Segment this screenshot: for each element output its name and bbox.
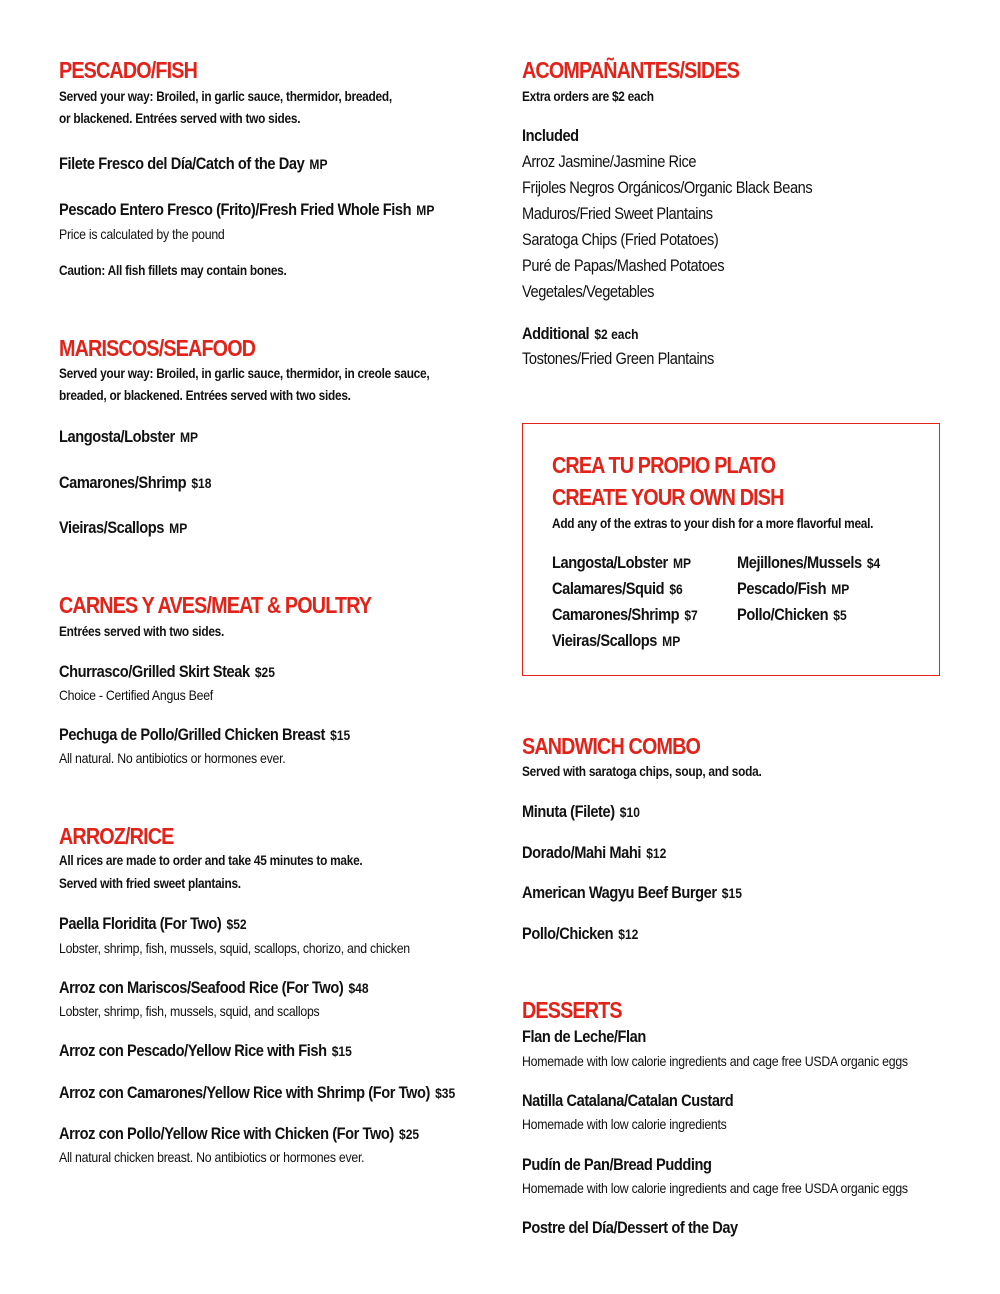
create-title-es: CREA TU PROPIO PLATO: [552, 452, 776, 478]
caution-note: Caution: All fish fillets may contain bones.: [59, 263, 287, 278]
additional-label-text: Additional: [522, 324, 590, 343]
sides-additional-label: [522, 323, 639, 345]
item-note: Homemade with low calorie ingredients and cage free USDA organic eggs: [522, 1180, 908, 1196]
item-price: $18: [191, 475, 212, 491]
item-price: $25: [254, 664, 275, 680]
item-note: Choice - Certified Angus Beef: [59, 687, 213, 703]
item-name: Postre del Día/Dessert of the Day: [522, 1218, 738, 1237]
item-name: Arroz con Pescado/Yellow Rice with Fish: [59, 1041, 327, 1060]
menu-item: [59, 517, 187, 539]
item-price: $5: [833, 607, 847, 623]
item-name: Pescado Entero Fresco (Frito)/Fresh Fried Whole Fish: [59, 200, 412, 219]
create-title-en: CREATE YOUR OWN DISH: [552, 484, 784, 510]
item-price: $6: [669, 581, 683, 597]
menu-item: [522, 842, 666, 864]
item-name: Pescado/Fish: [737, 579, 827, 598]
item-name: Pollo/Chicken: [737, 605, 829, 624]
item-name: Langosta/Lobster: [59, 427, 175, 446]
section-title-fish: PESCADO/FISH: [59, 57, 198, 83]
item-price: MP: [416, 202, 435, 218]
item-price: $15: [330, 727, 351, 743]
menu-item: [522, 801, 640, 823]
section-desc: Served with saratoga chips, soup, and soda.: [522, 764, 762, 779]
item-name: Dorado/Mahi Mahi: [522, 843, 642, 862]
item-note: Price is calculated by the pound: [59, 226, 225, 242]
menu-item: [59, 913, 247, 935]
item-price: MP: [831, 581, 850, 597]
section-title-seafood: MARISCOS/SEAFOOD: [59, 335, 256, 361]
side-item: Maduros/Fried Sweet Plantains: [522, 204, 713, 223]
item-price: $35: [435, 1085, 456, 1101]
extra-item: [552, 578, 683, 600]
item-name: Arroz con Pollo/Yellow Rice with Chicken (For Two): [59, 1124, 394, 1143]
menu-item: [522, 1217, 738, 1239]
item-note: All natural chicken breast. No antibiotics or hormones ever.: [59, 1149, 365, 1165]
section-title-sandwich: SANDWICH COMBO: [522, 733, 701, 759]
item-price: MP: [169, 520, 188, 536]
item-name: Calamares/Squid: [552, 579, 665, 598]
item-name: Langosta/Lobster: [552, 553, 668, 572]
menu-item: [59, 1123, 419, 1145]
item-name: Vieiras/Scallops: [552, 631, 658, 650]
item-name: Filete Fresco del Día/Catch of the Day: [59, 154, 305, 173]
menu-item: [59, 153, 327, 175]
extra-item: [552, 552, 691, 574]
item-name: Mejillones/Mussels: [737, 553, 862, 572]
section-desc: All rices are made to order and take 45 minutes to make.: [59, 853, 363, 868]
section-desc: Extra orders are $2 each: [522, 89, 654, 104]
item-price: $12: [646, 845, 667, 861]
item-note: Lobster, shrimp, fish, mussels, squid, and scallops: [59, 1003, 320, 1019]
menu-item: [59, 724, 350, 746]
item-note: Lobster, shrimp, fish, mussels, squid, scallops, chorizo, and chicken: [59, 940, 410, 956]
menu-item: [59, 1040, 352, 1062]
item-name: Pollo/Chicken: [522, 924, 614, 943]
item-name: Paella Floridita (For Two): [59, 914, 222, 933]
item-price: $12: [618, 926, 639, 942]
sides-included-label: Included: [522, 126, 579, 145]
menu-item: [59, 1082, 455, 1104]
section-title-meat: CARNES Y AVES/MEAT & POULTRY: [59, 592, 372, 618]
side-item: Arroz Jasmine/Jasmine Rice: [522, 152, 697, 171]
item-price: $48: [348, 980, 369, 996]
menu-item: [522, 1090, 733, 1112]
menu-item: [59, 977, 369, 999]
item-name: Arroz con Camarones/Yellow Rice with Shrimp (For Two): [59, 1083, 430, 1102]
section-desc: Served with fried sweet plantains.: [59, 876, 241, 891]
section-title-rice: ARROZ/RICE: [59, 823, 174, 849]
section-desc: or blackened. Entrées served with two sides.: [59, 111, 301, 126]
item-price: MP: [309, 156, 328, 172]
item-name: Pudín de Pan/Bread Pudding: [522, 1155, 712, 1174]
item-price: $7: [684, 607, 698, 623]
section-desc: breaded, or blackened. Entrées served with two sides.: [59, 388, 351, 403]
item-name: Vieiras/Scallops: [59, 518, 165, 537]
item-price: MP: [672, 555, 691, 571]
menu-item: [522, 1154, 711, 1176]
extra-item: [737, 578, 849, 600]
item-name: Natilla Catalana/Catalan Custard: [522, 1091, 734, 1110]
section-desc: Served your way: Broiled, in garlic sauce, thermidor, breaded,: [59, 89, 392, 104]
side-item: Frijoles Negros Orgánicos/Organic Black Beans: [522, 178, 813, 197]
item-price: MP: [662, 633, 681, 649]
section-desc: Served your way: Broiled, in garlic sauce, thermidor, in creole sauce,: [59, 366, 430, 381]
item-name: Minuta (Filete): [522, 802, 615, 821]
item-note: Homemade with low calorie ingredients: [522, 1116, 727, 1132]
side-item: Saratoga Chips (Fried Potatoes): [522, 230, 719, 249]
item-name: Churrasco/Grilled Skirt Steak: [59, 662, 250, 681]
additional-price: $2 each: [594, 326, 639, 342]
item-price: $15: [721, 885, 742, 901]
item-price: MP: [179, 429, 198, 445]
item-price: $4: [866, 555, 881, 571]
menu-item: [59, 426, 198, 448]
item-name: Arroz con Mariscos/Seafood Rice (For Two): [59, 978, 344, 997]
menu-item: [59, 199, 434, 221]
create-desc: Add any of the extras to your dish for a more flavorful meal.: [552, 516, 874, 531]
extra-item: [737, 604, 847, 626]
section-desc: Entrées served with two sides.: [59, 624, 225, 639]
item-name: Flan de Leche/Flan: [522, 1027, 646, 1046]
item-price: $25: [398, 1126, 420, 1142]
item-note: All natural. No antibiotics or hormones ever.: [59, 750, 286, 766]
item-note: Homemade with low calorie ingredients and cage free USDA organic eggs: [522, 1053, 908, 1069]
item-name: Camarones/Shrimp: [552, 605, 680, 624]
extra-item: [552, 630, 680, 652]
menu-item: [59, 661, 275, 683]
side-item: Puré de Papas/Mashed Potatoes: [522, 256, 725, 275]
item-price: $15: [331, 1043, 352, 1059]
item-price: $10: [619, 804, 640, 820]
item-name: Pechuga de Pollo/Grilled Chicken Breast: [59, 725, 325, 744]
item-name: American Wagyu Beef Burger: [522, 883, 717, 902]
menu-item: [59, 472, 211, 494]
menu-item: [522, 882, 742, 904]
side-item: Vegetales/Vegetables: [522, 282, 655, 301]
menu-item: [522, 923, 638, 945]
item-price: $52: [226, 916, 247, 932]
section-title-desserts: DESSERTS: [522, 997, 622, 1023]
side-item: Tostones/Fried Green Plantains: [522, 349, 714, 368]
section-title-sides: ACOMPAÑANTES/SIDES: [522, 57, 740, 83]
extra-item: [737, 552, 880, 574]
extra-item: [552, 604, 698, 626]
item-name: Camarones/Shrimp: [59, 473, 187, 492]
menu-item: [522, 1026, 646, 1048]
